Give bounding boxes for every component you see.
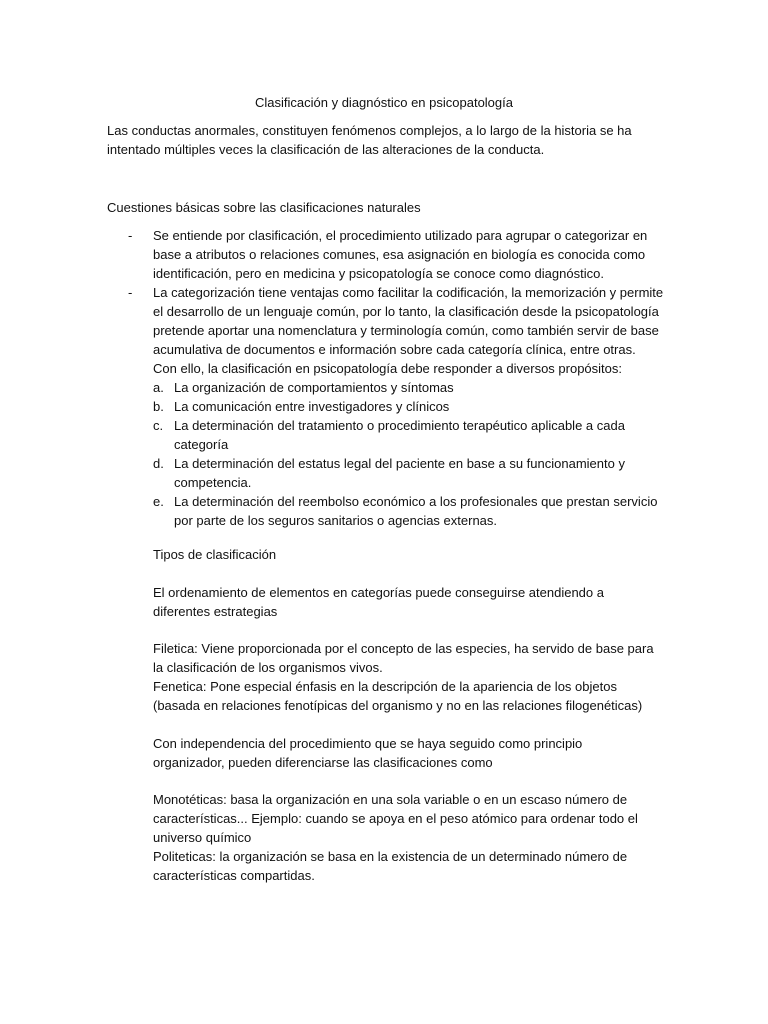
- politeticas-paragraph: [153, 847, 663, 885]
- text-line: Politeticas: la organización se basa en la existencia de un determinado número de: [153, 849, 628, 864]
- independence-paragraph: [153, 734, 663, 772]
- text-line: Se entiende por clasificación, el procedimiento utilizado para agrupar o categorizar en: [153, 228, 648, 243]
- list-marker: d.: [153, 456, 164, 471]
- monoteticas-paragraph: [153, 790, 663, 847]
- text-line: Filetica: Viene proporcionada por el concepto de las especies, ha servido de base para: [153, 641, 654, 656]
- text-line: intentado múltiples veces la clasificación de las alteraciones de la conducta.: [107, 142, 545, 157]
- purposes-list: [107, 378, 667, 530]
- text-line: Fenetica: Pone especial énfasis en la descripción de la apariencia de los objetos: [153, 679, 617, 694]
- text-line: base a atributos o relaciones comunes, esa asignación en biología es conocida como: [153, 247, 646, 262]
- list-item: [153, 454, 667, 492]
- text-line: La organización de comportamientos y síntomas: [174, 380, 454, 395]
- bullet-list: [107, 226, 667, 530]
- text-line: pretende aportar una nomenclatura y terminología común, como también servir de base: [153, 323, 659, 338]
- text-line: La determinación del reembolso económico a los profesionales que prestan servicio: [174, 494, 658, 509]
- text-line: El ordenamiento de elementos en categorías puede conseguirse atendiendo a: [153, 585, 604, 600]
- list-item: [107, 283, 667, 359]
- text-line: La determinación del estatus legal del paciente en base a su funcionamiento y: [174, 456, 625, 471]
- section-heading-basic: Cuestiones básicas sobre las clasificaciones naturales: [107, 200, 421, 215]
- bullet-marker: -: [128, 285, 133, 300]
- fenetica-paragraph: [153, 677, 663, 715]
- list-item: [153, 416, 667, 454]
- list-item: [153, 397, 667, 416]
- text-line: diferentes estrategias: [153, 604, 278, 619]
- list-item: [153, 492, 667, 530]
- text-line: el desarrollo de un lenguaje común, por lo tanto, la clasificación desde la psicopatología: [153, 304, 659, 319]
- list-marker: c.: [153, 418, 164, 433]
- filetica-paragraph: [153, 639, 663, 677]
- bullet-marker: -: [128, 228, 133, 243]
- list-item: [107, 226, 667, 283]
- intro-paragraph: [107, 121, 667, 159]
- section-heading-types: Tipos de clasificación: [153, 547, 277, 562]
- text-line: Con independencia del procedimiento que se haya seguido como principio: [153, 736, 583, 751]
- text-line: organizador, pueden diferenciarse las clasificaciones como: [153, 755, 493, 770]
- list-marker: b.: [153, 399, 164, 414]
- list-marker: e.: [153, 494, 164, 509]
- text-line: (basada en relaciones fenotípicas del organismo y no en las relaciones filogenéticas): [153, 698, 643, 713]
- text-line: universo químico: [153, 830, 252, 845]
- text-line: identificación, pero en medicina y psicopatología se conoce como diagnóstico.: [153, 266, 604, 281]
- text-line: la clasificación de los organismos vivos.: [153, 660, 383, 675]
- types-intro-paragraph: [153, 583, 663, 621]
- list-marker: a.: [153, 380, 164, 395]
- text-line: competencia.: [174, 475, 252, 490]
- purposes-intro: Con ello, la clasificación en psicopatología debe responder a diversos propósitos:: [153, 361, 623, 376]
- text-line: La categorización tiene ventajas como facilitar la codificación, la memorización y permite: [153, 285, 664, 300]
- list-item: [153, 378, 667, 397]
- text-line: por parte de los seguros sanitarios o agencias externas.: [174, 513, 498, 528]
- text-line: La comunicación entre investigadores y clínicos: [174, 399, 450, 414]
- text-line: La determinación del tratamiento o procedimiento terapéutico aplicable a cada: [174, 418, 625, 433]
- text-line: Las conductas anormales, constituyen fenómenos complejos, a lo largo de la historia se ha: [107, 123, 632, 138]
- text-line: características compartidas.: [153, 868, 315, 883]
- text-line: acumulativa de documentos e información sobre cada categoría clínica, entre otras.: [153, 342, 636, 357]
- text-line: características... Ejemplo: cuando se apoya en el peso atómico para ordenar todo el: [153, 811, 638, 826]
- document-title: Clasificación y diagnóstico en psicopatología: [255, 95, 513, 110]
- text-line: Monotéticas: basa la organización en una sola variable o en un escaso número de: [153, 792, 628, 807]
- text-line: categoría: [174, 437, 229, 452]
